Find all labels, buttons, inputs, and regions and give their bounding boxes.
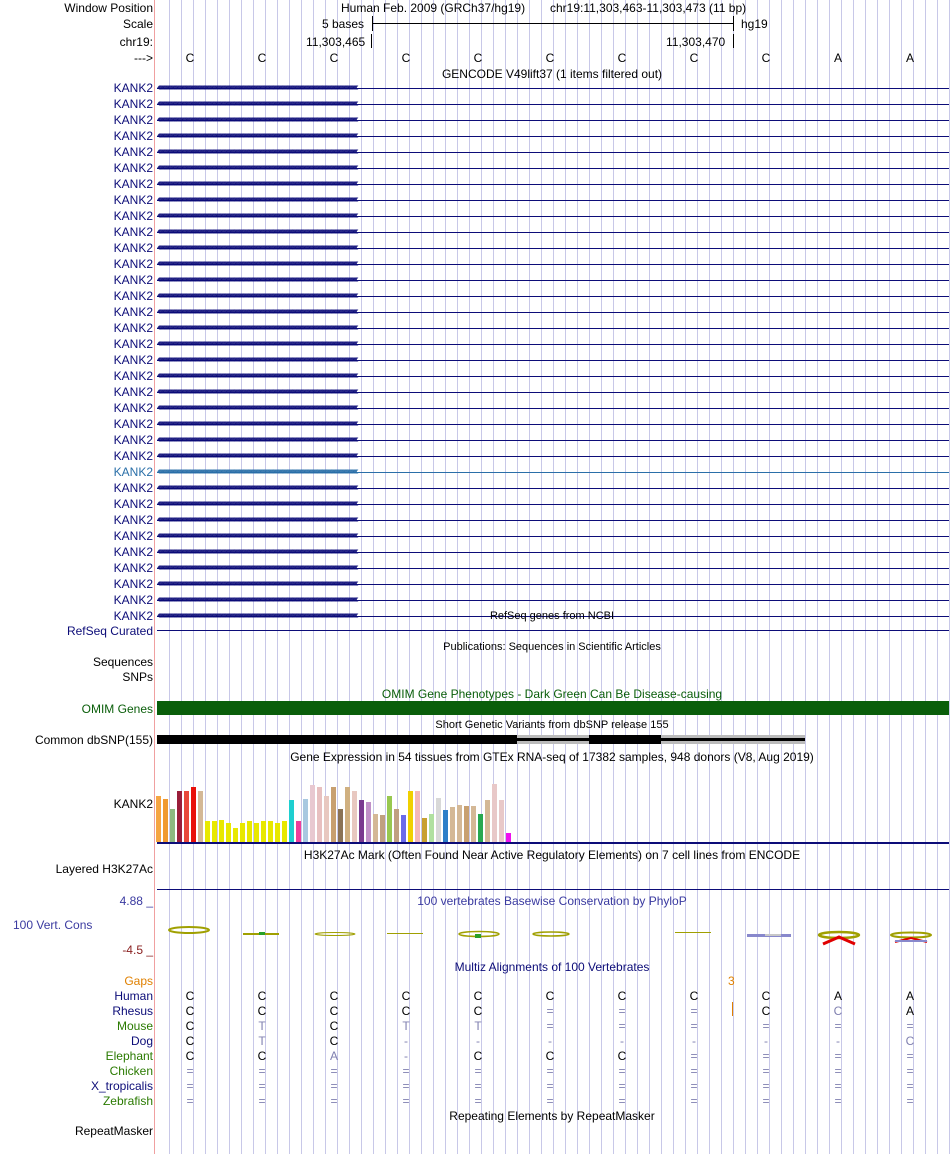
alignment-base: = [474, 1079, 482, 1093]
gencode-transcript-label[interactable]: KANK2 [113, 305, 153, 319]
gtex-tissue-bar[interactable] [359, 800, 364, 842]
alignment-base: = [618, 1094, 626, 1108]
assembly-title: Human Feb. 2009 (GRCh37/hg19) [341, 1, 526, 15]
gencode-transcript-label[interactable]: KANK2 [113, 97, 153, 111]
gtex-tissue-bar[interactable] [310, 785, 315, 842]
alignment-base: C [617, 1049, 627, 1063]
gencode-transcript-label[interactable]: KANK2 [113, 593, 153, 607]
alignment-base: = [834, 1079, 842, 1093]
alignment-base: = [330, 1064, 338, 1078]
base-letter: C [257, 51, 267, 65]
alignment-base: = [474, 1094, 482, 1108]
phylop-logo-4 [387, 933, 423, 934]
gtex-tissue-bar[interactable] [303, 799, 308, 842]
alignment-base: - [692, 1034, 696, 1048]
gencode-transcript-label[interactable]: KANK2 [113, 145, 153, 159]
gencode-transcript-label[interactable]: KANK2 [113, 465, 153, 479]
alignment-base: = [258, 1064, 266, 1078]
alignment-base: C [761, 1004, 771, 1018]
alignment-base: A [905, 1004, 915, 1018]
gtex-tissue-bar[interactable] [443, 810, 448, 842]
strand-chevrons: ‹‹‹‹‹‹‹‹‹‹‹‹‹‹‹‹‹‹‹‹‹‹‹‹‹‹‹‹‹‹‹‹‹‹‹‹‹‹‹‹‹‹‹‹‹‹‹‹‹‹‹‹‹‹‹‹‹‹‹‹‹‹‹‹‹‹‹‹‹‹‹‹‹‹‹‹‹‹‹‹‹‹‹‹‹‹‹‹‹‹‹‹‹‹‹‹‹‹‹‹‹‹‹‹‹‹‹‹‹‹‹‹‹‹‹‹‹‹‹‹‹‹‹‹‹‹‹‹‹‹‹‹‹‹‹‹‹‹‹‹‹‹‹‹‹‹‹‹‹‹‹‹‹‹‹‹‹‹‹‹‹‹‹‹‹‹‹‹‹‹‹‹‹‹‹‹‹‹‹‹‹‹‹‹‹‹‹‹‹‹‹‹‹‹‹‹‹‹‹‹‹‹‹‹‹‹‹‹‹‹‹‹‹‹‹‹‹‹‹‹‹‹‹‹‹‹‹‹‹‹‹‹‹‹‹‹‹‹‹‹ [157, 402, 357, 413]
alignment-base: = [690, 1049, 698, 1063]
strand-arrow-label: ---> [134, 51, 153, 65]
phylop-max-value: 4.88 _ [119, 894, 153, 908]
gtex-tissue-bar[interactable] [170, 809, 175, 842]
gencode-transcript-label[interactable]: KANK2 [113, 273, 153, 287]
gencode-transcript-label[interactable]: KANK2 [113, 433, 153, 447]
strand-chevrons: ‹‹‹‹‹‹‹‹‹‹‹‹‹‹‹‹‹‹‹‹‹‹‹‹‹‹‹‹‹‹‹‹‹‹‹‹‹‹‹‹‹‹‹‹‹‹‹‹‹‹‹‹‹‹‹‹‹‹‹‹‹‹‹‹‹‹‹‹‹‹‹‹‹‹‹‹‹‹‹‹‹‹‹‹‹‹‹‹‹‹‹‹‹‹‹‹‹‹‹‹‹‹‹‹‹‹‹‹‹‹‹‹‹‹‹‹‹‹‹‹‹‹‹‹‹‹‹‹‹‹‹‹‹‹‹‹‹‹‹‹‹‹‹‹‹‹‹‹‹‹‹‹‹‹‹‹‹‹‹‹‹‹‹‹‹‹‹‹‹‹‹‹‹‹‹‹‹‹‹‹‹‹‹‹‹‹‹‹‹‹‹‹‹‹‹‹‹‹‹‹‹‹‹‹‹‹‹‹‹‹‹‹‹‹‹‹‹‹‹‹‹‹‹‹‹‹‹‹‹‹‹‹‹‹‹‹‹‹‹‹ [157, 370, 357, 381]
gtex-tissue-bar[interactable] [464, 806, 469, 842]
gaps-label[interactable]: Gaps [124, 974, 153, 988]
gencode-transcript-label[interactable]: KANK2 [113, 401, 153, 415]
refseq-gene-line[interactable] [157, 630, 949, 631]
alignment-base: C [617, 989, 627, 1003]
alignment-base: C [833, 1004, 843, 1018]
alignment-base: = [762, 1049, 770, 1063]
alignment-base: T [258, 1034, 266, 1048]
alignment-base: - [764, 1034, 768, 1048]
strand-chevrons: ‹‹‹‹‹‹‹‹‹‹‹‹‹‹‹‹‹‹‹‹‹‹‹‹‹‹‹‹‹‹‹‹‹‹‹‹‹‹‹‹‹‹‹‹‹‹‹‹‹‹‹‹‹‹‹‹‹‹‹‹‹‹‹‹‹‹‹‹‹‹‹‹‹‹‹‹‹‹‹‹‹‹‹‹‹‹‹‹‹‹‹‹‹‹‹‹‹‹‹‹‹‹‹‹‹‹‹‹‹‹‹‹‹‹‹‹‹‹‹‹‹‹‹‹‹‹‹‹‹‹‹‹‹‹‹‹‹‹‹‹‹‹‹‹‹‹‹‹‹‹‹‹‹‹‹‹‹‹‹‹‹‹‹‹‹‹‹‹‹‹‹‹‹‹‹‹‹‹‹‹‹‹‹‹‹‹‹‹‹‹‹‹‹‹‹‹‹‹‹‹‹‹‹‹‹‹‹‹‹‹‹‹‹‹‹‹‹‹‹‹‹‹‹‹‹‹‹‹‹‹‹‹‹‹‹‹‹‹‹‹ [157, 354, 357, 365]
strand-chevrons: ‹‹‹‹‹‹‹‹‹‹‹‹‹‹‹‹‹‹‹‹‹‹‹‹‹‹‹‹‹‹‹‹‹‹‹‹‹‹‹‹‹‹‹‹‹‹‹‹‹‹‹‹‹‹‹‹‹‹‹‹‹‹‹‹‹‹‹‹‹‹‹‹‹‹‹‹‹‹‹‹‹‹‹‹‹‹‹‹‹‹‹‹‹‹‹‹‹‹‹‹‹‹‹‹‹‹‹‹‹‹‹‹‹‹‹‹‹‹‹‹‹‹‹‹‹‹‹‹‹‹‹‹‹‹‹‹‹‹‹‹‹‹‹‹‹‹‹‹‹‹‹‹‹‹‹‹‹‹‹‹‹‹‹‹‹‹‹‹‹‹‹‹‹‹‹‹‹‹‹‹‹‹‹‹‹‹‹‹‹‹‹‹‹‹‹‹‹‹‹‹‹‹‹‹‹‹‹‹‹‹‹‹‹‹‹‹‹‹‹‹‹‹‹‹‹‹‹‹‹‹‹‹‹‹‹‹‹‹‹‹ [157, 434, 357, 445]
gtex-tissue-bar[interactable] [380, 815, 385, 842]
alignment-base: - [548, 1034, 552, 1048]
gencode-transcript-label[interactable]: KANK2 [113, 609, 153, 623]
refseq-track-title: RefSeq genes from NCBI [489, 610, 615, 622]
strand-chevrons: ‹‹‹‹‹‹‹‹‹‹‹‹‹‹‹‹‹‹‹‹‹‹‹‹‹‹‹‹‹‹‹‹‹‹‹‹‹‹‹‹‹‹‹‹‹‹‹‹‹‹‹‹‹‹‹‹‹‹‹‹‹‹‹‹‹‹‹‹‹‹‹‹‹‹‹‹‹‹‹‹‹‹‹‹‹‹‹‹‹‹‹‹‹‹‹‹‹‹‹‹‹‹‹‹‹‹‹‹‹‹‹‹‹‹‹‹‹‹‹‹‹‹‹‹‹‹‹‹‹‹‹‹‹‹‹‹‹‹‹‹‹‹‹‹‹‹‹‹‹‹‹‹‹‹‹‹‹‹‹‹‹‹‹‹‹‹‹‹‹‹‹‹‹‹‹‹‹‹‹‹‹‹‹‹‹‹‹‹‹‹‹‹‹‹‹‹‹‹‹‹‹‹‹‹‹‹‹‹‹‹‹‹‹‹‹‹‹‹‹‹‹‹‹‹‹‹‹‹‹‹‹‹‹‹‹‹‹‹‹‹ [157, 386, 357, 397]
window-position-label: Window Position [64, 1, 153, 15]
base-letter: C [545, 51, 555, 65]
gtex-tissue-bar[interactable] [191, 787, 196, 842]
gencode-transcript-label[interactable]: KANK2 [113, 289, 153, 303]
alignment-base: A [329, 1049, 339, 1063]
species-label[interactable]: Rhesus [112, 1004, 153, 1018]
alignment-base: T [258, 1019, 266, 1033]
alignment-base: = [762, 1064, 770, 1078]
species-label[interactable]: Chicken [109, 1064, 153, 1078]
strand-chevrons: ‹‹‹‹‹‹‹‹‹‹‹‹‹‹‹‹‹‹‹‹‹‹‹‹‹‹‹‹‹‹‹‹‹‹‹‹‹‹‹‹‹‹‹‹‹‹‹‹‹‹‹‹‹‹‹‹‹‹‹‹‹‹‹‹‹‹‹‹‹‹‹‹‹‹‹‹‹‹‹‹‹‹‹‹‹‹‹‹‹‹‹‹‹‹‹‹‹‹‹‹‹‹‹‹‹‹‹‹‹‹‹‹‹‹‹‹‹‹‹‹‹‹‹‹‹‹‹‹‹‹‹‹‹‹‹‹‹‹‹‹‹‹‹‹‹‹‹‹‹‹‹‹‹‹‹‹‹‹‹‹‹‹‹‹‹‹‹‹‹‹‹‹‹‹‹‹‹‹‹‹‹‹‹‹‹‹‹‹‹‹‹‹‹‹‹‹‹‹‹‹‹‹‹‹‹‹‹‹‹‹‹‹‹‹‹‹‹‹‹‹‹‹‹‹‹‹‹‹‹‹‹‹‹‹‹‹‹‹‹‹ [157, 130, 357, 141]
gtex-bar-chart[interactable] [155, 763, 535, 843]
repeatmasker-track-label[interactable]: RepeatMasker [74, 1124, 153, 1138]
gtex-tissue-bar[interactable] [240, 823, 245, 842]
base-letter: C [473, 51, 483, 65]
publications-track-title: Publications: Sequences in Scientific Articles [443, 641, 661, 653]
phylop-track-title: 100 vertebrates Basewise Conservation by PhyloP [417, 894, 687, 908]
gencode-transcript-label[interactable]: KANK2 [113, 209, 153, 223]
gtex-tissue-bar[interactable] [184, 791, 189, 842]
gtex-tissue-bar[interactable] [366, 802, 371, 842]
alignment-base: = [762, 1019, 770, 1033]
gtex-tissue-bar[interactable] [345, 787, 350, 842]
multiz-track-title: Multiz Alignments of 100 Vertebrates [454, 960, 650, 974]
gtex-tissue-bar[interactable] [296, 821, 301, 842]
alignment-base: C [401, 989, 411, 1003]
phylop-logo-7 [675, 932, 711, 933]
gtex-tissue-bar[interactable] [268, 821, 273, 842]
scale-text: 5 bases [322, 17, 365, 31]
alignment-base: = [690, 1004, 698, 1018]
gtex-tissue-bar[interactable] [254, 823, 259, 842]
base-letter: C [401, 51, 411, 65]
alignment-base: = [906, 1094, 914, 1108]
scale-label: Scale [122, 17, 153, 31]
alignment-base: = [618, 1004, 626, 1018]
gencode-transcript-label[interactable]: KANK2 [113, 529, 153, 543]
phylop-min-value: -4.5 _ [122, 943, 153, 957]
gtex-tissue-bar[interactable] [429, 814, 434, 842]
gtex-tissue-bar[interactable] [450, 807, 455, 842]
gtex-tissue-bar[interactable] [324, 796, 329, 842]
gencode-transcript-label[interactable]: KANK2 [113, 561, 153, 575]
alignment-base: = [546, 1004, 554, 1018]
gtex-tissue-bar[interactable] [401, 815, 406, 842]
strand-chevrons: ‹‹‹‹‹‹‹‹‹‹‹‹‹‹‹‹‹‹‹‹‹‹‹‹‹‹‹‹‹‹‹‹‹‹‹‹‹‹‹‹‹‹‹‹‹‹‹‹‹‹‹‹‹‹‹‹‹‹‹‹‹‹‹‹‹‹‹‹‹‹‹‹‹‹‹‹‹‹‹‹‹‹‹‹‹‹‹‹‹‹‹‹‹‹‹‹‹‹‹‹‹‹‹‹‹‹‹‹‹‹‹‹‹‹‹‹‹‹‹‹‹‹‹‹‹‹‹‹‹‹‹‹‹‹‹‹‹‹‹‹‹‹‹‹‹‹‹‹‹‹‹‹‹‹‹‹‹‹‹‹‹‹‹‹‹‹‹‹‹‹‹‹‹‹‹‹‹‹‹‹‹‹‹‹‹‹‹‹‹‹‹‹‹‹‹‹‹‹‹‹‹‹‹‹‹‹‹‹‹‹‹‹‹‹‹‹‹‹‹‹‹‹‹‹‹‹‹‹‹‹‹‹‹‹‹‹‹‹‹‹ [157, 498, 357, 509]
alignment-base: = [906, 1049, 914, 1063]
alignment-base: C [689, 989, 699, 1003]
gencode-transcript-label[interactable]: KANK2 [113, 417, 153, 431]
strand-chevrons: ‹‹‹‹‹‹‹‹‹‹‹‹‹‹‹‹‹‹‹‹‹‹‹‹‹‹‹‹‹‹‹‹‹‹‹‹‹‹‹‹‹‹‹‹‹‹‹‹‹‹‹‹‹‹‹‹‹‹‹‹‹‹‹‹‹‹‹‹‹‹‹‹‹‹‹‹‹‹‹‹‹‹‹‹‹‹‹‹‹‹‹‹‹‹‹‹‹‹‹‹‹‹‹‹‹‹‹‹‹‹‹‹‹‹‹‹‹‹‹‹‹‹‹‹‹‹‹‹‹‹‹‹‹‹‹‹‹‹‹‹‹‹‹‹‹‹‹‹‹‹‹‹‹‹‹‹‹‹‹‹‹‹‹‹‹‹‹‹‹‹‹‹‹‹‹‹‹‹‹‹‹‹‹‹‹‹‹‹‹‹‹‹‹‹‹‹‹‹‹‹‹‹‹‹‹‹‹‹‹‹‹‹‹‹‹‹‹‹‹‹‹‹‹‹‹‹‹‹‹‹‹‹‹‹‹‹‹‹‹‹ [157, 290, 357, 301]
gtex-tissue-bar[interactable] [198, 791, 203, 842]
alignment-base: = [690, 1079, 698, 1093]
gtex-tissue-bar[interactable] [261, 821, 266, 842]
gtex-tissue-bar[interactable] [219, 820, 224, 842]
gtex-tissue-bar[interactable] [233, 828, 238, 842]
gtex-tissue-bar[interactable] [317, 787, 322, 842]
alignment-base: = [834, 1019, 842, 1033]
gtex-tissue-bar[interactable] [485, 800, 490, 842]
alignment-base: C [185, 1049, 195, 1063]
gencode-transcript-label[interactable]: KANK2 [113, 513, 153, 527]
gtex-track-label[interactable]: KANK2 [113, 797, 153, 811]
phylop-track-label[interactable]: 100 Vert. Cons [13, 918, 93, 932]
gencode-transcript-label[interactable]: KANK2 [113, 129, 153, 143]
alignment-base: = [402, 1094, 410, 1108]
alignment-base: C [473, 1049, 483, 1063]
gtex-tissue-bar[interactable] [436, 798, 441, 842]
alignment-base: T [474, 1019, 482, 1033]
alignment-base: = [546, 1019, 554, 1033]
repeatmasker-track-title: Repeating Elements by RepeatMasker [449, 1109, 655, 1123]
phylop-logo-6 [533, 932, 569, 936]
gencode-transcript-label[interactable]: KANK2 [113, 385, 153, 399]
strand-chevrons: ‹‹‹‹‹‹‹‹‹‹‹‹‹‹‹‹‹‹‹‹‹‹‹‹‹‹‹‹‹‹‹‹‹‹‹‹‹‹‹‹‹‹‹‹‹‹‹‹‹‹‹‹‹‹‹‹‹‹‹‹‹‹‹‹‹‹‹‹‹‹‹‹‹‹‹‹‹‹‹‹‹‹‹‹‹‹‹‹‹‹‹‹‹‹‹‹‹‹‹‹‹‹‹‹‹‹‹‹‹‹‹‹‹‹‹‹‹‹‹‹‹‹‹‹‹‹‹‹‹‹‹‹‹‹‹‹‹‹‹‹‹‹‹‹‹‹‹‹‹‹‹‹‹‹‹‹‹‹‹‹‹‹‹‹‹‹‹‹‹‹‹‹‹‹‹‹‹‹‹‹‹‹‹‹‹‹‹‹‹‹‹‹‹‹‹‹‹‹‹‹‹‹‹‹‹‹‹‹‹‹‹‹‹‹‹‹‹‹‹‹‹‹‹‹‹‹‹‹‹‹‹‹‹‹‹‹‹‹‹‹ [157, 242, 357, 253]
alignment-base: = [618, 1064, 626, 1078]
omim-track-label[interactable]: OMIM Genes [81, 702, 153, 716]
strand-chevrons: ‹‹‹‹‹‹‹‹‹‹‹‹‹‹‹‹‹‹‹‹‹‹‹‹‹‹‹‹‹‹‹‹‹‹‹‹‹‹‹‹‹‹‹‹‹‹‹‹‹‹‹‹‹‹‹‹‹‹‹‹‹‹‹‹‹‹‹‹‹‹‹‹‹‹‹‹‹‹‹‹‹‹‹‹‹‹‹‹‹‹‹‹‹‹‹‹‹‹‹‹‹‹‹‹‹‹‹‹‹‹‹‹‹‹‹‹‹‹‹‹‹‹‹‹‹‹‹‹‹‹‹‹‹‹‹‹‹‹‹‹‹‹‹‹‹‹‹‹‹‹‹‹‹‹‹‹‹‹‹‹‹‹‹‹‹‹‹‹‹‹‹‹‹‹‹‹‹‹‹‹‹‹‹‹‹‹‹‹‹‹‹‹‹‹‹‹‹‹‹‹‹‹‹‹‹‹‹‹‹‹‹‹‹‹‹‹‹‹‹‹‹‹‹‹‹‹‹‹‹‹‹‹‹‹‹‹‹‹‹‹ [157, 578, 357, 589]
gtex-tissue-bar[interactable] [275, 823, 280, 842]
gencode-transcript-label[interactable]: KANK2 [113, 113, 153, 127]
alignment-base: = [906, 1064, 914, 1078]
gencode-transcript-label[interactable]: KANK2 [113, 177, 153, 191]
gencode-transcript-label[interactable]: KANK2 [113, 545, 153, 559]
strand-chevrons: ‹‹‹‹‹‹‹‹‹‹‹‹‹‹‹‹‹‹‹‹‹‹‹‹‹‹‹‹‹‹‹‹‹‹‹‹‹‹‹‹‹‹‹‹‹‹‹‹‹‹‹‹‹‹‹‹‹‹‹‹‹‹‹‹‹‹‹‹‹‹‹‹‹‹‹‹‹‹‹‹‹‹‹‹‹‹‹‹‹‹‹‹‹‹‹‹‹‹‹‹‹‹‹‹‹‹‹‹‹‹‹‹‹‹‹‹‹‹‹‹‹‹‹‹‹‹‹‹‹‹‹‹‹‹‹‹‹‹‹‹‹‹‹‹‹‹‹‹‹‹‹‹‹‹‹‹‹‹‹‹‹‹‹‹‹‹‹‹‹‹‹‹‹‹‹‹‹‹‹‹‹‹‹‹‹‹‹‹‹‹‹‹‹‹‹‹‹‹‹‹‹‹‹‹‹‹‹‹‹‹‹‹‹‹‹‹‹‹‹‹‹‹‹‹‹‹‹‹‹‹‹‹‹‹‹‹‹‹‹‹ [157, 306, 357, 317]
gencode-transcript-label[interactable]: KANK2 [113, 577, 153, 591]
alignment-base: C [401, 1004, 411, 1018]
strand-chevrons: ‹‹‹‹‹‹‹‹‹‹‹‹‹‹‹‹‹‹‹‹‹‹‹‹‹‹‹‹‹‹‹‹‹‹‹‹‹‹‹‹‹‹‹‹‹‹‹‹‹‹‹‹‹‹‹‹‹‹‹‹‹‹‹‹‹‹‹‹‹‹‹‹‹‹‹‹‹‹‹‹‹‹‹‹‹‹‹‹‹‹‹‹‹‹‹‹‹‹‹‹‹‹‹‹‹‹‹‹‹‹‹‹‹‹‹‹‹‹‹‹‹‹‹‹‹‹‹‹‹‹‹‹‹‹‹‹‹‹‹‹‹‹‹‹‹‹‹‹‹‹‹‹‹‹‹‹‹‹‹‹‹‹‹‹‹‹‹‹‹‹‹‹‹‹‹‹‹‹‹‹‹‹‹‹‹‹‹‹‹‹‹‹‹‹‹‹‹‹‹‹‹‹‹‹‹‹‹‹‹‹‹‹‹‹‹‹‹‹‹‹‹‹‹‹‹‹‹‹‹‹‹‹‹‹‹‹‹‹‹‹ [157, 482, 357, 493]
coord-right-tick [733, 34, 734, 48]
scale-bar [373, 23, 733, 24]
gtex-tissue-bar[interactable] [457, 805, 462, 842]
base-letter: C [761, 51, 771, 65]
gencode-transcript-label[interactable]: KANK2 [113, 481, 153, 495]
gencode-transcript-label[interactable]: KANK2 [113, 353, 153, 367]
gtex-tissue-bar[interactable] [394, 809, 399, 842]
base-letter: C [689, 51, 699, 65]
strand-chevrons: ‹‹‹‹‹‹‹‹‹‹‹‹‹‹‹‹‹‹‹‹‹‹‹‹‹‹‹‹‹‹‹‹‹‹‹‹‹‹‹‹‹‹‹‹‹‹‹‹‹‹‹‹‹‹‹‹‹‹‹‹‹‹‹‹‹‹‹‹‹‹‹‹‹‹‹‹‹‹‹‹‹‹‹‹‹‹‹‹‹‹‹‹‹‹‹‹‹‹‹‹‹‹‹‹‹‹‹‹‹‹‹‹‹‹‹‹‹‹‹‹‹‹‹‹‹‹‹‹‹‹‹‹‹‹‹‹‹‹‹‹‹‹‹‹‹‹‹‹‹‹‹‹‹‹‹‹‹‹‹‹‹‹‹‹‹‹‹‹‹‹‹‹‹‹‹‹‹‹‹‹‹‹‹‹‹‹‹‹‹‹‹‹‹‹‹‹‹‹‹‹‹‹‹‹‹‹‹‹‹‹‹‹‹‹‹‹‹‹‹‹‹‹‹‹‹‹‹‹‹‹‹‹‹‹‹‹‹‹‹‹ [157, 338, 357, 349]
alignment-base: = [330, 1094, 338, 1108]
base-letter: C [329, 51, 339, 65]
alignment-base: C [545, 1049, 555, 1063]
gtex-tissue-bar[interactable] [415, 791, 420, 842]
alignment-base: C [185, 1034, 195, 1048]
alignment-base: = [762, 1094, 770, 1108]
dbsnp-track-title: Short Genetic Variants from dbSNP release 155 [435, 719, 669, 731]
gaps-count: 3 [728, 974, 735, 988]
gtex-tissue-bar[interactable] [163, 799, 168, 842]
strand-chevrons: ‹‹‹‹‹‹‹‹‹‹‹‹‹‹‹‹‹‹‹‹‹‹‹‹‹‹‹‹‹‹‹‹‹‹‹‹‹‹‹‹‹‹‹‹‹‹‹‹‹‹‹‹‹‹‹‹‹‹‹‹‹‹‹‹‹‹‹‹‹‹‹‹‹‹‹‹‹‹‹‹‹‹‹‹‹‹‹‹‹‹‹‹‹‹‹‹‹‹‹‹‹‹‹‹‹‹‹‹‹‹‹‹‹‹‹‹‹‹‹‹‹‹‹‹‹‹‹‹‹‹‹‹‹‹‹‹‹‹‹‹‹‹‹‹‹‹‹‹‹‹‹‹‹‹‹‹‹‹‹‹‹‹‹‹‹‹‹‹‹‹‹‹‹‹‹‹‹‹‹‹‹‹‹‹‹‹‹‹‹‹‹‹‹‹‹‹‹‹‹‹‹‹‹‹‹‹‹‹‹‹‹‹‹‹‹‹‹‹‹‹‹‹‹‹‹‹‹‹‹‹‹‹‹‹‹‹‹‹‹‹ [157, 226, 357, 237]
omim-track-title: OMIM Gene Phenotypes - Dark Green Can Be Disease-causing [381, 687, 723, 701]
alignment-base: - [404, 1049, 408, 1063]
strand-chevrons: ‹‹‹‹‹‹‹‹‹‹‹‹‹‹‹‹‹‹‹‹‹‹‹‹‹‹‹‹‹‹‹‹‹‹‹‹‹‹‹‹‹‹‹‹‹‹‹‹‹‹‹‹‹‹‹‹‹‹‹‹‹‹‹‹‹‹‹‹‹‹‹‹‹‹‹‹‹‹‹‹‹‹‹‹‹‹‹‹‹‹‹‹‹‹‹‹‹‹‹‹‹‹‹‹‹‹‹‹‹‹‹‹‹‹‹‹‹‹‹‹‹‹‹‹‹‹‹‹‹‹‹‹‹‹‹‹‹‹‹‹‹‹‹‹‹‹‹‹‹‹‹‹‹‹‹‹‹‹‹‹‹‹‹‹‹‹‹‹‹‹‹‹‹‹‹‹‹‹‹‹‹‹‹‹‹‹‹‹‹‹‹‹‹‹‹‹‹‹‹‹‹‹‹‹‹‹‹‹‹‹‹‹‹‹‹‹‹‹‹‹‹‹‹‹‹‹‹‹‹‹‹‹‹‹‹‹‹‹‹‹ [157, 210, 357, 221]
strand-chevrons: ‹‹‹‹‹‹‹‹‹‹‹‹‹‹‹‹‹‹‹‹‹‹‹‹‹‹‹‹‹‹‹‹‹‹‹‹‹‹‹‹‹‹‹‹‹‹‹‹‹‹‹‹‹‹‹‹‹‹‹‹‹‹‹‹‹‹‹‹‹‹‹‹‹‹‹‹‹‹‹‹‹‹‹‹‹‹‹‹‹‹‹‹‹‹‹‹‹‹‹‹‹‹‹‹‹‹‹‹‹‹‹‹‹‹‹‹‹‹‹‹‹‹‹‹‹‹‹‹‹‹‹‹‹‹‹‹‹‹‹‹‹‹‹‹‹‹‹‹‹‹‹‹‹‹‹‹‹‹‹‹‹‹‹‹‹‹‹‹‹‹‹‹‹‹‹‹‹‹‹‹‹‹‹‹‹‹‹‹‹‹‹‹‹‹‹‹‹‹‹‹‹‹‹‹‹‹‹‹‹‹‹‹‹‹‹‹‹‹‹‹‹‹‹‹‹‹‹‹‹‹‹‹‹‹‹‹‹‹‹‹ [157, 466, 357, 477]
gtex-tissue-bar[interactable] [177, 791, 182, 842]
species-label[interactable]: Dog [130, 1034, 153, 1048]
position-range[interactable]: chr19:11,303,463-11,303,473 (11 bp) [550, 1, 747, 15]
gencode-track-title: GENCODE V49lift37 (1 items filtered out) [441, 67, 663, 81]
chrom-label: chr19: [119, 35, 153, 49]
gtex-tissue-bar[interactable] [338, 809, 343, 842]
dbsnp-variant-shade-4 [661, 741, 805, 744]
label-panel-border [154, 0, 155, 1154]
alignment-base: C [329, 1019, 339, 1033]
phylop-logo-3 [315, 933, 355, 936]
strand-chevrons: ‹‹‹‹‹‹‹‹‹‹‹‹‹‹‹‹‹‹‹‹‹‹‹‹‹‹‹‹‹‹‹‹‹‹‹‹‹‹‹‹‹‹‹‹‹‹‹‹‹‹‹‹‹‹‹‹‹‹‹‹‹‹‹‹‹‹‹‹‹‹‹‹‹‹‹‹‹‹‹‹‹‹‹‹‹‹‹‹‹‹‹‹‹‹‹‹‹‹‹‹‹‹‹‹‹‹‹‹‹‹‹‹‹‹‹‹‹‹‹‹‹‹‹‹‹‹‹‹‹‹‹‹‹‹‹‹‹‹‹‹‹‹‹‹‹‹‹‹‹‹‹‹‹‹‹‹‹‹‹‹‹‹‹‹‹‹‹‹‹‹‹‹‹‹‹‹‹‹‹‹‹‹‹‹‹‹‹‹‹‹‹‹‹‹‹‹‹‹‹‹‹‹‹‹‹‹‹‹‹‹‹‹‹‹‹‹‹‹‹‹‹‹‹‹‹‹‹‹‹‹‹‹‹‹‹‹‹‹‹‹ [157, 562, 357, 573]
gencode-transcript-label[interactable]: KANK2 [113, 497, 153, 511]
dbsnp-variant-shade-2 [661, 735, 805, 738]
alignment-base: = [546, 1079, 554, 1093]
gtex-tissue-bar[interactable] [226, 823, 231, 842]
gtex-tissue-bar[interactable] [478, 814, 483, 842]
alignment-base: = [690, 1064, 698, 1078]
snps-track-label[interactable]: SNPs [122, 670, 153, 684]
alignment-base: C [185, 1019, 195, 1033]
gtex-tissue-bar[interactable] [471, 806, 476, 842]
alignment-base: = [546, 1064, 554, 1078]
base-letter: C [185, 51, 195, 65]
omim-feature-bar[interactable] [157, 701, 949, 715]
alignment-base: A [905, 989, 915, 1003]
gencode-transcript-label[interactable]: KANK2 [113, 81, 153, 95]
alignment-base: = [258, 1079, 266, 1093]
strand-chevrons: ‹‹‹‹‹‹‹‹‹‹‹‹‹‹‹‹‹‹‹‹‹‹‹‹‹‹‹‹‹‹‹‹‹‹‹‹‹‹‹‹‹‹‹‹‹‹‹‹‹‹‹‹‹‹‹‹‹‹‹‹‹‹‹‹‹‹‹‹‹‹‹‹‹‹‹‹‹‹‹‹‹‹‹‹‹‹‹‹‹‹‹‹‹‹‹‹‹‹‹‹‹‹‹‹‹‹‹‹‹‹‹‹‹‹‹‹‹‹‹‹‹‹‹‹‹‹‹‹‹‹‹‹‹‹‹‹‹‹‹‹‹‹‹‹‹‹‹‹‹‹‹‹‹‹‹‹‹‹‹‹‹‹‹‹‹‹‹‹‹‹‹‹‹‹‹‹‹‹‹‹‹‹‹‹‹‹‹‹‹‹‹‹‹‹‹‹‹‹‹‹‹‹‹‹‹‹‹‹‹‹‹‹‹‹‹‹‹‹‹‹‹‹‹‹‹‹‹‹‹‹‹‹‹‹‹‹‹‹‹‹ [157, 98, 357, 109]
strand-chevrons: ‹‹‹‹‹‹‹‹‹‹‹‹‹‹‹‹‹‹‹‹‹‹‹‹‹‹‹‹‹‹‹‹‹‹‹‹‹‹‹‹‹‹‹‹‹‹‹‹‹‹‹‹‹‹‹‹‹‹‹‹‹‹‹‹‹‹‹‹‹‹‹‹‹‹‹‹‹‹‹‹‹‹‹‹‹‹‹‹‹‹‹‹‹‹‹‹‹‹‹‹‹‹‹‹‹‹‹‹‹‹‹‹‹‹‹‹‹‹‹‹‹‹‹‹‹‹‹‹‹‹‹‹‹‹‹‹‹‹‹‹‹‹‹‹‹‹‹‹‹‹‹‹‹‹‹‹‹‹‹‹‹‹‹‹‹‹‹‹‹‹‹‹‹‹‹‹‹‹‹‹‹‹‹‹‹‹‹‹‹‹‹‹‹‹‹‹‹‹‹‹‹‹‹‹‹‹‹‹‹‹‹‹‹‹‹‹‹‹‹‹‹‹‹‹‹‹‹‹‹‹‹‹‹‹‹‹‹‹‹‹ [157, 514, 357, 525]
gencode-transcript-label[interactable]: KANK2 [113, 257, 153, 271]
species-label[interactable]: Human [114, 989, 153, 1003]
alignment-base: = [690, 1094, 698, 1108]
alignment-base: C [545, 989, 555, 1003]
alignment-base: = [618, 1079, 626, 1093]
alignment-base: - [476, 1034, 480, 1048]
gtex-tissue-bar[interactable] [422, 818, 427, 842]
strand-chevrons: ‹‹‹‹‹‹‹‹‹‹‹‹‹‹‹‹‹‹‹‹‹‹‹‹‹‹‹‹‹‹‹‹‹‹‹‹‹‹‹‹‹‹‹‹‹‹‹‹‹‹‹‹‹‹‹‹‹‹‹‹‹‹‹‹‹‹‹‹‹‹‹‹‹‹‹‹‹‹‹‹‹‹‹‹‹‹‹‹‹‹‹‹‹‹‹‹‹‹‹‹‹‹‹‹‹‹‹‹‹‹‹‹‹‹‹‹‹‹‹‹‹‹‹‹‹‹‹‹‹‹‹‹‹‹‹‹‹‹‹‹‹‹‹‹‹‹‹‹‹‹‹‹‹‹‹‹‹‹‹‹‹‹‹‹‹‹‹‹‹‹‹‹‹‹‹‹‹‹‹‹‹‹‹‹‹‹‹‹‹‹‹‹‹‹‹‹‹‹‹‹‹‹‹‹‹‹‹‹‹‹‹‹‹‹‹‹‹‹‹‹‹‹‹‹‹‹‹‹‹‹‹‹‹‹‹‹‹‹‹‹ [157, 594, 357, 605]
refseq-track-label[interactable]: RefSeq Curated [66, 624, 153, 638]
dbsnp-track-label[interactable]: Common dbSNP(155) [34, 733, 153, 747]
gencode-transcript-label[interactable]: KANK2 [113, 241, 153, 255]
h3k27ac-track-label[interactable]: Layered H3K27Ac [55, 862, 153, 876]
strand-chevrons: ‹‹‹‹‹‹‹‹‹‹‹‹‹‹‹‹‹‹‹‹‹‹‹‹‹‹‹‹‹‹‹‹‹‹‹‹‹‹‹‹‹‹‹‹‹‹‹‹‹‹‹‹‹‹‹‹‹‹‹‹‹‹‹‹‹‹‹‹‹‹‹‹‹‹‹‹‹‹‹‹‹‹‹‹‹‹‹‹‹‹‹‹‹‹‹‹‹‹‹‹‹‹‹‹‹‹‹‹‹‹‹‹‹‹‹‹‹‹‹‹‹‹‹‹‹‹‹‹‹‹‹‹‹‹‹‹‹‹‹‹‹‹‹‹‹‹‹‹‹‹‹‹‹‹‹‹‹‹‹‹‹‹‹‹‹‹‹‹‹‹‹‹‹‹‹‹‹‹‹‹‹‹‹‹‹‹‹‹‹‹‹‹‹‹‹‹‹‹‹‹‹‹‹‹‹‹‹‹‹‹‹‹‹‹‹‹‹‹‹‹‹‹‹‹‹‹‹‹‹‹‹‹‹‹‹‹‹‹‹‹ [157, 418, 357, 429]
gencode-transcript-label[interactable]: KANK2 [113, 369, 153, 383]
publications-track-label[interactable]: Sequences [92, 655, 153, 669]
strand-chevrons: ‹‹‹‹‹‹‹‹‹‹‹‹‹‹‹‹‹‹‹‹‹‹‹‹‹‹‹‹‹‹‹‹‹‹‹‹‹‹‹‹‹‹‹‹‹‹‹‹‹‹‹‹‹‹‹‹‹‹‹‹‹‹‹‹‹‹‹‹‹‹‹‹‹‹‹‹‹‹‹‹‹‹‹‹‹‹‹‹‹‹‹‹‹‹‹‹‹‹‹‹‹‹‹‹‹‹‹‹‹‹‹‹‹‹‹‹‹‹‹‹‹‹‹‹‹‹‹‹‹‹‹‹‹‹‹‹‹‹‹‹‹‹‹‹‹‹‹‹‹‹‹‹‹‹‹‹‹‹‹‹‹‹‹‹‹‹‹‹‹‹‹‹‹‹‹‹‹‹‹‹‹‹‹‹‹‹‹‹‹‹‹‹‹‹‹‹‹‹‹‹‹‹‹‹‹‹‹‹‹‹‹‹‹‹‹‹‹‹‹‹‹‹‹‹‹‹‹‹‹‹‹‹‹‹‹‹‹‹‹‹ [157, 194, 357, 205]
h3k27ac-track-title: H3K27Ac Mark (Often Found Near Active Regulatory Elements) on 7 cell lines from ENCODE [303, 848, 801, 862]
alignment-base: C [329, 1004, 339, 1018]
gtex-tissue-bar[interactable] [408, 791, 413, 842]
gtex-tissue-bar[interactable] [373, 814, 378, 842]
gtex-tissue-bar[interactable] [212, 821, 217, 842]
alignment-base: = [546, 1094, 554, 1108]
alignment-base: = [186, 1094, 194, 1108]
strand-chevrons: ‹‹‹‹‹‹‹‹‹‹‹‹‹‹‹‹‹‹‹‹‹‹‹‹‹‹‹‹‹‹‹‹‹‹‹‹‹‹‹‹‹‹‹‹‹‹‹‹‹‹‹‹‹‹‹‹‹‹‹‹‹‹‹‹‹‹‹‹‹‹‹‹‹‹‹‹‹‹‹‹‹‹‹‹‹‹‹‹‹‹‹‹‹‹‹‹‹‹‹‹‹‹‹‹‹‹‹‹‹‹‹‹‹‹‹‹‹‹‹‹‹‹‹‹‹‹‹‹‹‹‹‹‹‹‹‹‹‹‹‹‹‹‹‹‹‹‹‹‹‹‹‹‹‹‹‹‹‹‹‹‹‹‹‹‹‹‹‹‹‹‹‹‹‹‹‹‹‹‹‹‹‹‹‹‹‹‹‹‹‹‹‹‹‹‹‹‹‹‹‹‹‹‹‹‹‹‹‹‹‹‹‹‹‹‹‹‹‹‹‹‹‹‹‹‹‹‹‹‹‹‹‹‹‹‹‹‹‹‹‹ [157, 546, 357, 557]
alignment-base: - [620, 1034, 624, 1048]
strand-chevrons: ‹‹‹‹‹‹‹‹‹‹‹‹‹‹‹‹‹‹‹‹‹‹‹‹‹‹‹‹‹‹‹‹‹‹‹‹‹‹‹‹‹‹‹‹‹‹‹‹‹‹‹‹‹‹‹‹‹‹‹‹‹‹‹‹‹‹‹‹‹‹‹‹‹‹‹‹‹‹‹‹‹‹‹‹‹‹‹‹‹‹‹‹‹‹‹‹‹‹‹‹‹‹‹‹‹‹‹‹‹‹‹‹‹‹‹‹‹‹‹‹‹‹‹‹‹‹‹‹‹‹‹‹‹‹‹‹‹‹‹‹‹‹‹‹‹‹‹‹‹‹‹‹‹‹‹‹‹‹‹‹‹‹‹‹‹‹‹‹‹‹‹‹‹‹‹‹‹‹‹‹‹‹‹‹‹‹‹‹‹‹‹‹‹‹‹‹‹‹‹‹‹‹‹‹‹‹‹‹‹‹‹‹‹‹‹‹‹‹‹‹‹‹‹‹‹‹‹‹‹‹‹‹‹‹‹‹‹‹‹‹ [157, 114, 357, 125]
alignment-base: = [402, 1079, 410, 1093]
gtex-tissue-bar[interactable] [247, 821, 252, 842]
species-label[interactable]: X_tropicalis [90, 1079, 153, 1093]
alignment-base: A [833, 989, 843, 1003]
strand-chevrons: ‹‹‹‹‹‹‹‹‹‹‹‹‹‹‹‹‹‹‹‹‹‹‹‹‹‹‹‹‹‹‹‹‹‹‹‹‹‹‹‹‹‹‹‹‹‹‹‹‹‹‹‹‹‹‹‹‹‹‹‹‹‹‹‹‹‹‹‹‹‹‹‹‹‹‹‹‹‹‹‹‹‹‹‹‹‹‹‹‹‹‹‹‹‹‹‹‹‹‹‹‹‹‹‹‹‹‹‹‹‹‹‹‹‹‹‹‹‹‹‹‹‹‹‹‹‹‹‹‹‹‹‹‹‹‹‹‹‹‹‹‹‹‹‹‹‹‹‹‹‹‹‹‹‹‹‹‹‹‹‹‹‹‹‹‹‹‹‹‹‹‹‹‹‹‹‹‹‹‹‹‹‹‹‹‹‹‹‹‹‹‹‹‹‹‹‹‹‹‹‹‹‹‹‹‹‹‹‹‹‹‹‹‹‹‹‹‹‹‹‹‹‹‹‹‹‹‹‹‹‹‹‹‹‹‹‹‹‹‹‹ [157, 82, 357, 93]
dbsnp-variant-shade-1 [517, 735, 589, 738]
alignment-base: = [762, 1079, 770, 1093]
h3k27ac-baseline [157, 889, 949, 890]
phylop-logo-10 [891, 933, 931, 938]
gencode-transcript-label[interactable]: KANK2 [113, 161, 153, 175]
alignment-base: = [906, 1019, 914, 1033]
phylop-logo-1 [169, 927, 209, 933]
alignment-base: C [257, 1049, 267, 1063]
dbsnp-variant-shade-3 [517, 741, 589, 744]
gtex-tissue-bar[interactable] [506, 833, 511, 842]
strand-chevrons: ‹‹‹‹‹‹‹‹‹‹‹‹‹‹‹‹‹‹‹‹‹‹‹‹‹‹‹‹‹‹‹‹‹‹‹‹‹‹‹‹‹‹‹‹‹‹‹‹‹‹‹‹‹‹‹‹‹‹‹‹‹‹‹‹‹‹‹‹‹‹‹‹‹‹‹‹‹‹‹‹‹‹‹‹‹‹‹‹‹‹‹‹‹‹‹‹‹‹‹‹‹‹‹‹‹‹‹‹‹‹‹‹‹‹‹‹‹‹‹‹‹‹‹‹‹‹‹‹‹‹‹‹‹‹‹‹‹‹‹‹‹‹‹‹‹‹‹‹‹‹‹‹‹‹‹‹‹‹‹‹‹‹‹‹‹‹‹‹‹‹‹‹‹‹‹‹‹‹‹‹‹‹‹‹‹‹‹‹‹‹‹‹‹‹‹‹‹‹‹‹‹‹‹‹‹‹‹‹‹‹‹‹‹‹‹‹‹‹‹‹‹‹‹‹‹‹‹‹‹‹‹‹‹‹‹‹‹‹‹‹ [157, 162, 357, 173]
strand-chevrons: ‹‹‹‹‹‹‹‹‹‹‹‹‹‹‹‹‹‹‹‹‹‹‹‹‹‹‹‹‹‹‹‹‹‹‹‹‹‹‹‹‹‹‹‹‹‹‹‹‹‹‹‹‹‹‹‹‹‹‹‹‹‹‹‹‹‹‹‹‹‹‹‹‹‹‹‹‹‹‹‹‹‹‹‹‹‹‹‹‹‹‹‹‹‹‹‹‹‹‹‹‹‹‹‹‹‹‹‹‹‹‹‹‹‹‹‹‹‹‹‹‹‹‹‹‹‹‹‹‹‹‹‹‹‹‹‹‹‹‹‹‹‹‹‹‹‹‹‹‹‹‹‹‹‹‹‹‹‹‹‹‹‹‹‹‹‹‹‹‹‹‹‹‹‹‹‹‹‹‹‹‹‹‹‹‹‹‹‹‹‹‹‹‹‹‹‹‹‹‹‹‹‹‹‹‹‹‹‹‹‹‹‹‹‹‹‹‹‹‹‹‹‹‹‹‹‹‹‹‹‹‹‹‹‹‹‹‹‹‹‹ [157, 146, 357, 157]
scale-bar-left-tick [372, 16, 373, 31]
gtex-tissue-bar[interactable] [352, 791, 357, 842]
alignment-base: = [474, 1064, 482, 1078]
phylop-logo-plot [155, 920, 950, 950]
gtex-track-baseline [157, 842, 949, 844]
gtex-track-title: Gene Expression in 54 tissues from GTEx RNA-seq of 17382 samples, 948 donors (V8, Aug 2019) [290, 750, 814, 764]
gtex-tissue-bar[interactable] [205, 821, 210, 842]
alignment-base: C [329, 989, 339, 1003]
gtex-tissue-bar[interactable] [331, 787, 336, 842]
alignment-base: = [690, 1019, 698, 1033]
alignment-base: C [905, 1034, 915, 1048]
strand-chevrons: ‹‹‹‹‹‹‹‹‹‹‹‹‹‹‹‹‹‹‹‹‹‹‹‹‹‹‹‹‹‹‹‹‹‹‹‹‹‹‹‹‹‹‹‹‹‹‹‹‹‹‹‹‹‹‹‹‹‹‹‹‹‹‹‹‹‹‹‹‹‹‹‹‹‹‹‹‹‹‹‹‹‹‹‹‹‹‹‹‹‹‹‹‹‹‹‹‹‹‹‹‹‹‹‹‹‹‹‹‹‹‹‹‹‹‹‹‹‹‹‹‹‹‹‹‹‹‹‹‹‹‹‹‹‹‹‹‹‹‹‹‹‹‹‹‹‹‹‹‹‹‹‹‹‹‹‹‹‹‹‹‹‹‹‹‹‹‹‹‹‹‹‹‹‹‹‹‹‹‹‹‹‹‹‹‹‹‹‹‹‹‹‹‹‹‹‹‹‹‹‹‹‹‹‹‹‹‹‹‹‹‹‹‹‹‹‹‹‹‹‹‹‹‹‹‹‹‹‹‹‹‹‹‹‹‹‹‹‹‹‹ [157, 322, 357, 333]
species-label[interactable]: Elephant [105, 1049, 153, 1063]
strand-chevrons: ‹‹‹‹‹‹‹‹‹‹‹‹‹‹‹‹‹‹‹‹‹‹‹‹‹‹‹‹‹‹‹‹‹‹‹‹‹‹‹‹‹‹‹‹‹‹‹‹‹‹‹‹‹‹‹‹‹‹‹‹‹‹‹‹‹‹‹‹‹‹‹‹‹‹‹‹‹‹‹‹‹‹‹‹‹‹‹‹‹‹‹‹‹‹‹‹‹‹‹‹‹‹‹‹‹‹‹‹‹‹‹‹‹‹‹‹‹‹‹‹‹‹‹‹‹‹‹‹‹‹‹‹‹‹‹‹‹‹‹‹‹‹‹‹‹‹‹‹‹‹‹‹‹‹‹‹‹‹‹‹‹‹‹‹‹‹‹‹‹‹‹‹‹‹‹‹‹‹‹‹‹‹‹‹‹‹‹‹‹‹‹‹‹‹‹‹‹‹‹‹‹‹‹‹‹‹‹‹‹‹‹‹‹‹‹‹‹‹‹‹‹‹‹‹‹‹‹‹‹‹‹‹‹‹‹‹‹‹‹‹ [157, 258, 357, 269]
alignment-base: = [834, 1094, 842, 1108]
gtex-tissue-bar[interactable] [282, 821, 287, 842]
gtex-tissue-bar[interactable] [492, 784, 497, 842]
scale-bar-right-tick [733, 16, 734, 31]
alignment-base: C [257, 1004, 267, 1018]
alignment-base: = [186, 1079, 194, 1093]
alignment-base: = [186, 1064, 194, 1078]
alignment-base: = [402, 1064, 410, 1078]
species-label[interactable]: Zebrafish [102, 1094, 153, 1108]
alignment-base: C [329, 1034, 339, 1048]
base-letter: C [617, 51, 627, 65]
gtex-tissue-bar[interactable] [499, 800, 504, 842]
alignment-base: C [761, 989, 771, 1003]
strand-chevrons: ‹‹‹‹‹‹‹‹‹‹‹‹‹‹‹‹‹‹‹‹‹‹‹‹‹‹‹‹‹‹‹‹‹‹‹‹‹‹‹‹‹‹‹‹‹‹‹‹‹‹‹‹‹‹‹‹‹‹‹‹‹‹‹‹‹‹‹‹‹‹‹‹‹‹‹‹‹‹‹‹‹‹‹‹‹‹‹‹‹‹‹‹‹‹‹‹‹‹‹‹‹‹‹‹‹‹‹‹‹‹‹‹‹‹‹‹‹‹‹‹‹‹‹‹‹‹‹‹‹‹‹‹‹‹‹‹‹‹‹‹‹‹‹‹‹‹‹‹‹‹‹‹‹‹‹‹‹‹‹‹‹‹‹‹‹‹‹‹‹‹‹‹‹‹‹‹‹‹‹‹‹‹‹‹‹‹‹‹‹‹‹‹‹‹‹‹‹‹‹‹‹‹‹‹‹‹‹‹‹‹‹‹‹‹‹‹‹‹‹‹‹‹‹‹‹‹‹‹‹‹‹‹‹‹‹‹‹‹‹‹ [157, 450, 357, 461]
alignment-base: C [473, 989, 483, 1003]
base-letter: A [833, 51, 843, 65]
strand-chevrons: ‹‹‹‹‹‹‹‹‹‹‹‹‹‹‹‹‹‹‹‹‹‹‹‹‹‹‹‹‹‹‹‹‹‹‹‹‹‹‹‹‹‹‹‹‹‹‹‹‹‹‹‹‹‹‹‹‹‹‹‹‹‹‹‹‹‹‹‹‹‹‹‹‹‹‹‹‹‹‹‹‹‹‹‹‹‹‹‹‹‹‹‹‹‹‹‹‹‹‹‹‹‹‹‹‹‹‹‹‹‹‹‹‹‹‹‹‹‹‹‹‹‹‹‹‹‹‹‹‹‹‹‹‹‹‹‹‹‹‹‹‹‹‹‹‹‹‹‹‹‹‹‹‹‹‹‹‹‹‹‹‹‹‹‹‹‹‹‹‹‹‹‹‹‹‹‹‹‹‹‹‹‹‹‹‹‹‹‹‹‹‹‹‹‹‹‹‹‹‹‹‹‹‹‹‹‹‹‹‹‹‹‹‹‹‹‹‹‹‹‹‹‹‹‹‹‹‹‹‹‹‹‹‹‹‹‹‹‹‹‹ [157, 178, 357, 189]
gencode-transcript-label[interactable]: KANK2 [113, 321, 153, 335]
alignment-base: = [906, 1079, 914, 1093]
alignment-base: = [834, 1064, 842, 1078]
alignment-base: - [404, 1034, 408, 1048]
strand-chevrons: ‹‹‹‹‹‹‹‹‹‹‹‹‹‹‹‹‹‹‹‹‹‹‹‹‹‹‹‹‹‹‹‹‹‹‹‹‹‹‹‹‹‹‹‹‹‹‹‹‹‹‹‹‹‹‹‹‹‹‹‹‹‹‹‹‹‹‹‹‹‹‹‹‹‹‹‹‹‹‹‹‹‹‹‹‹‹‹‹‹‹‹‹‹‹‹‹‹‹‹‹‹‹‹‹‹‹‹‹‹‹‹‹‹‹‹‹‹‹‹‹‹‹‹‹‹‹‹‹‹‹‹‹‹‹‹‹‹‹‹‹‹‹‹‹‹‹‹‹‹‹‹‹‹‹‹‹‹‹‹‹‹‹‹‹‹‹‹‹‹‹‹‹‹‹‹‹‹‹‹‹‹‹‹‹‹‹‹‹‹‹‹‹‹‹‹‹‹‹‹‹‹‹‹‹‹‹‹‹‹‹‹‹‹‹‹‹‹‹‹‹‹‹‹‹‹‹‹‹‹‹‹‹‹‹‹‹‹‹‹‹ [157, 274, 357, 285]
alignment-base: = [618, 1019, 626, 1033]
alignment-base: C [185, 989, 195, 1003]
alignment-base: = [330, 1079, 338, 1093]
alignment-base: = [834, 1049, 842, 1063]
gencode-transcript-label[interactable]: KANK2 [113, 193, 153, 207]
alignment-base: - [836, 1034, 840, 1048]
gtex-tissue-bar[interactable] [387, 796, 392, 842]
alignment-base: C [473, 1004, 483, 1018]
strand-chevrons: ‹‹‹‹‹‹‹‹‹‹‹‹‹‹‹‹‹‹‹‹‹‹‹‹‹‹‹‹‹‹‹‹‹‹‹‹‹‹‹‹‹‹‹‹‹‹‹‹‹‹‹‹‹‹‹‹‹‹‹‹‹‹‹‹‹‹‹‹‹‹‹‹‹‹‹‹‹‹‹‹‹‹‹‹‹‹‹‹‹‹‹‹‹‹‹‹‹‹‹‹‹‹‹‹‹‹‹‹‹‹‹‹‹‹‹‹‹‹‹‹‹‹‹‹‹‹‹‹‹‹‹‹‹‹‹‹‹‹‹‹‹‹‹‹‹‹‹‹‹‹‹‹‹‹‹‹‹‹‹‹‹‹‹‹‹‹‹‹‹‹‹‹‹‹‹‹‹‹‹‹‹‹‹‹‹‹‹‹‹‹‹‹‹‹‹‹‹‹‹‹‹‹‹‹‹‹‹‹‹‹‹‹‹‹‹‹‹‹‹‹‹‹‹‹‹‹‹‹‹‹‹‹‹‹‹‹‹‹‹‹ [157, 530, 357, 541]
alignment-base: C [185, 1004, 195, 1018]
gtex-tissue-bar[interactable] [289, 800, 294, 842]
alignment-base: C [257, 989, 267, 1003]
scale-db: hg19 [741, 17, 768, 31]
alignment-base: = [258, 1094, 266, 1108]
coord-left-tick [371, 34, 372, 48]
coord-left: 11,303,465 [306, 35, 366, 49]
base-letter: A [905, 51, 915, 65]
gencode-transcript-label[interactable]: KANK2 [113, 337, 153, 351]
species-label[interactable]: Mouse [116, 1019, 153, 1033]
gtex-tissue-bar[interactable] [156, 796, 161, 842]
gencode-transcript-label[interactable]: KANK2 [113, 225, 153, 239]
gencode-transcript-label[interactable]: KANK2 [113, 449, 153, 463]
alignment-base: T [402, 1019, 410, 1033]
strand-chevrons: ‹‹‹‹‹‹‹‹‹‹‹‹‹‹‹‹‹‹‹‹‹‹‹‹‹‹‹‹‹‹‹‹‹‹‹‹‹‹‹‹‹‹‹‹‹‹‹‹‹‹‹‹‹‹‹‹‹‹‹‹‹‹‹‹‹‹‹‹‹‹‹‹‹‹‹‹‹‹‹‹‹‹‹‹‹‹‹‹‹‹‹‹‹‹‹‹‹‹‹‹‹‹‹‹‹‹‹‹‹‹‹‹‹‹‹‹‹‹‹‹‹‹‹‹‹‹‹‹‹‹‹‹‹‹‹‹‹‹‹‹‹‹‹‹‹‹‹‹‹‹‹‹‹‹‹‹‹‹‹‹‹‹‹‹‹‹‹‹‹‹‹‹‹‹‹‹‹‹‹‹‹‹‹‹‹‹‹‹‹‹‹‹‹‹‹‹‹‹‹‹‹‹‹‹‹‹‹‹‹‹‹‹‹‹‹‹‹‹‹‹‹‹‹‹‹‹‹‹‹‹‹‹‹‹‹‹‹‹‹‹ [157, 610, 357, 621]
gap-marker [732, 1002, 733, 1016]
coord-right: 11,303,470 [666, 35, 726, 49]
